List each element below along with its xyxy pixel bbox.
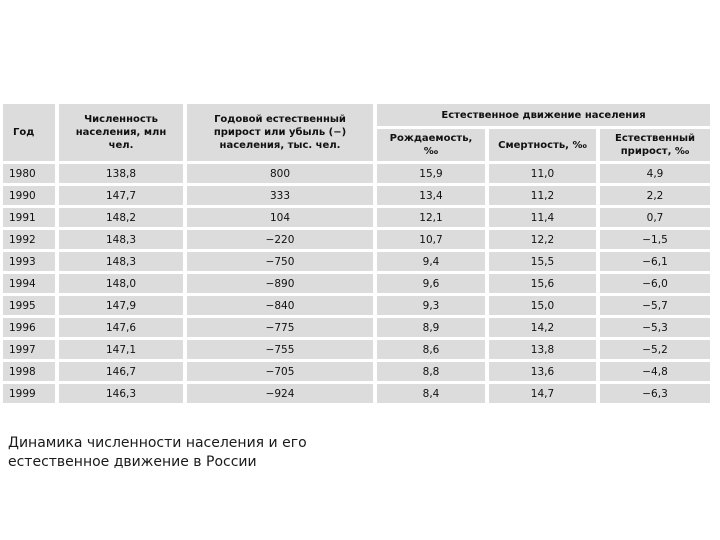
cell-natural-growth: 0,7 xyxy=(600,208,710,230)
cell-death-rate: 13,8 xyxy=(489,340,600,362)
population-table-container xyxy=(3,104,710,406)
cell-annual-growth: −755 xyxy=(187,340,377,362)
cell-population: 138,8 xyxy=(59,164,187,186)
cell-natural-growth: −5,3 xyxy=(600,318,710,340)
cell-death-rate: 14,2 xyxy=(489,318,600,340)
cell-birth-rate: 8,8 xyxy=(377,362,489,384)
table-row xyxy=(3,252,710,274)
cell-natural-growth: 2,2 xyxy=(600,186,710,208)
cell-year: 1991 xyxy=(3,208,59,230)
cell-year: 1980 xyxy=(3,164,59,186)
cell-death-rate: 13,6 xyxy=(489,362,600,384)
cell-death-rate: 15,6 xyxy=(489,274,600,296)
header-natural-growth: Естественный прирост, ‰ xyxy=(600,129,710,164)
cell-annual-growth: −705 xyxy=(187,362,377,384)
cell-population: 146,3 xyxy=(59,384,187,406)
cell-birth-rate: 8,9 xyxy=(377,318,489,340)
cell-death-rate: 11,2 xyxy=(489,186,600,208)
cell-natural-growth: −1,5 xyxy=(600,230,710,252)
cell-annual-growth: −220 xyxy=(187,230,377,252)
cell-death-rate: 15,0 xyxy=(489,296,600,318)
cell-natural-growth: −5,7 xyxy=(600,296,710,318)
table-row xyxy=(3,164,710,186)
cell-birth-rate: 9,3 xyxy=(377,296,489,318)
cell-year: 1997 xyxy=(3,340,59,362)
table-row xyxy=(3,296,710,318)
header-annual-growth: Годовой естественный прирост или убыль (−) населения, тыс. чел. xyxy=(187,104,377,164)
header-natural-movement: Естественное движение населения xyxy=(377,104,710,129)
cell-population: 146,7 xyxy=(59,362,187,384)
cell-birth-rate: 8,4 xyxy=(377,384,489,406)
cell-population: 148,3 xyxy=(59,252,187,274)
cell-birth-rate: 8,6 xyxy=(377,340,489,362)
cell-population: 148,3 xyxy=(59,230,187,252)
table-row xyxy=(3,274,710,296)
cell-death-rate: 14,7 xyxy=(489,384,600,406)
cell-natural-growth: −6,1 xyxy=(600,252,710,274)
cell-annual-growth: 800 xyxy=(187,164,377,186)
cell-annual-growth: 333 xyxy=(187,186,377,208)
cell-natural-growth: −5,2 xyxy=(600,340,710,362)
table-row xyxy=(3,340,710,362)
header-birth-rate: Рождаемость, ‰ xyxy=(377,129,489,164)
cell-birth-rate: 15,9 xyxy=(377,164,489,186)
population-table xyxy=(3,104,710,406)
cell-birth-rate: 10,7 xyxy=(377,230,489,252)
cell-population: 147,1 xyxy=(59,340,187,362)
table-row xyxy=(3,318,710,340)
cell-natural-growth: −6,3 xyxy=(600,384,710,406)
cell-year: 1996 xyxy=(3,318,59,340)
cell-year: 1993 xyxy=(3,252,59,274)
cell-annual-growth: −750 xyxy=(187,252,377,274)
table-row xyxy=(3,208,710,230)
cell-death-rate: 11,4 xyxy=(489,208,600,230)
table-row xyxy=(3,230,710,252)
cell-birth-rate: 9,4 xyxy=(377,252,489,274)
cell-year: 1999 xyxy=(3,384,59,406)
table-header xyxy=(3,104,710,164)
cell-year: 1995 xyxy=(3,296,59,318)
cell-annual-growth: −924 xyxy=(187,384,377,406)
cell-natural-growth: −6,0 xyxy=(600,274,710,296)
cell-death-rate: 15,5 xyxy=(489,252,600,274)
header-year: Год xyxy=(3,104,59,164)
cell-year: 1992 xyxy=(3,230,59,252)
cell-population: 148,0 xyxy=(59,274,187,296)
cell-natural-growth: −4,8 xyxy=(600,362,710,384)
cell-year: 1994 xyxy=(3,274,59,296)
table-body xyxy=(3,164,710,406)
table-row xyxy=(3,186,710,208)
table-row xyxy=(3,384,710,406)
cell-year: 1990 xyxy=(3,186,59,208)
cell-population: 147,6 xyxy=(59,318,187,340)
cell-natural-growth: 4,9 xyxy=(600,164,710,186)
cell-population: 147,9 xyxy=(59,296,187,318)
cell-birth-rate: 9,6 xyxy=(377,274,489,296)
cell-death-rate: 12,2 xyxy=(489,230,600,252)
cell-annual-growth: −890 xyxy=(187,274,377,296)
table-caption: Динамика численности населения и его естественное движение в России xyxy=(8,435,307,470)
cell-annual-growth: −840 xyxy=(187,296,377,318)
cell-population: 147,7 xyxy=(59,186,187,208)
cell-year: 1998 xyxy=(3,362,59,384)
cell-birth-rate: 13,4 xyxy=(377,186,489,208)
cell-death-rate: 11,0 xyxy=(489,164,600,186)
header-population: Численность населения, млн чел. xyxy=(59,104,187,164)
table-row xyxy=(3,362,710,384)
cell-annual-growth: 104 xyxy=(187,208,377,230)
cell-birth-rate: 12,1 xyxy=(377,208,489,230)
header-death-rate: Смертность, ‰ xyxy=(489,129,600,164)
cell-annual-growth: −775 xyxy=(187,318,377,340)
cell-population: 148,2 xyxy=(59,208,187,230)
